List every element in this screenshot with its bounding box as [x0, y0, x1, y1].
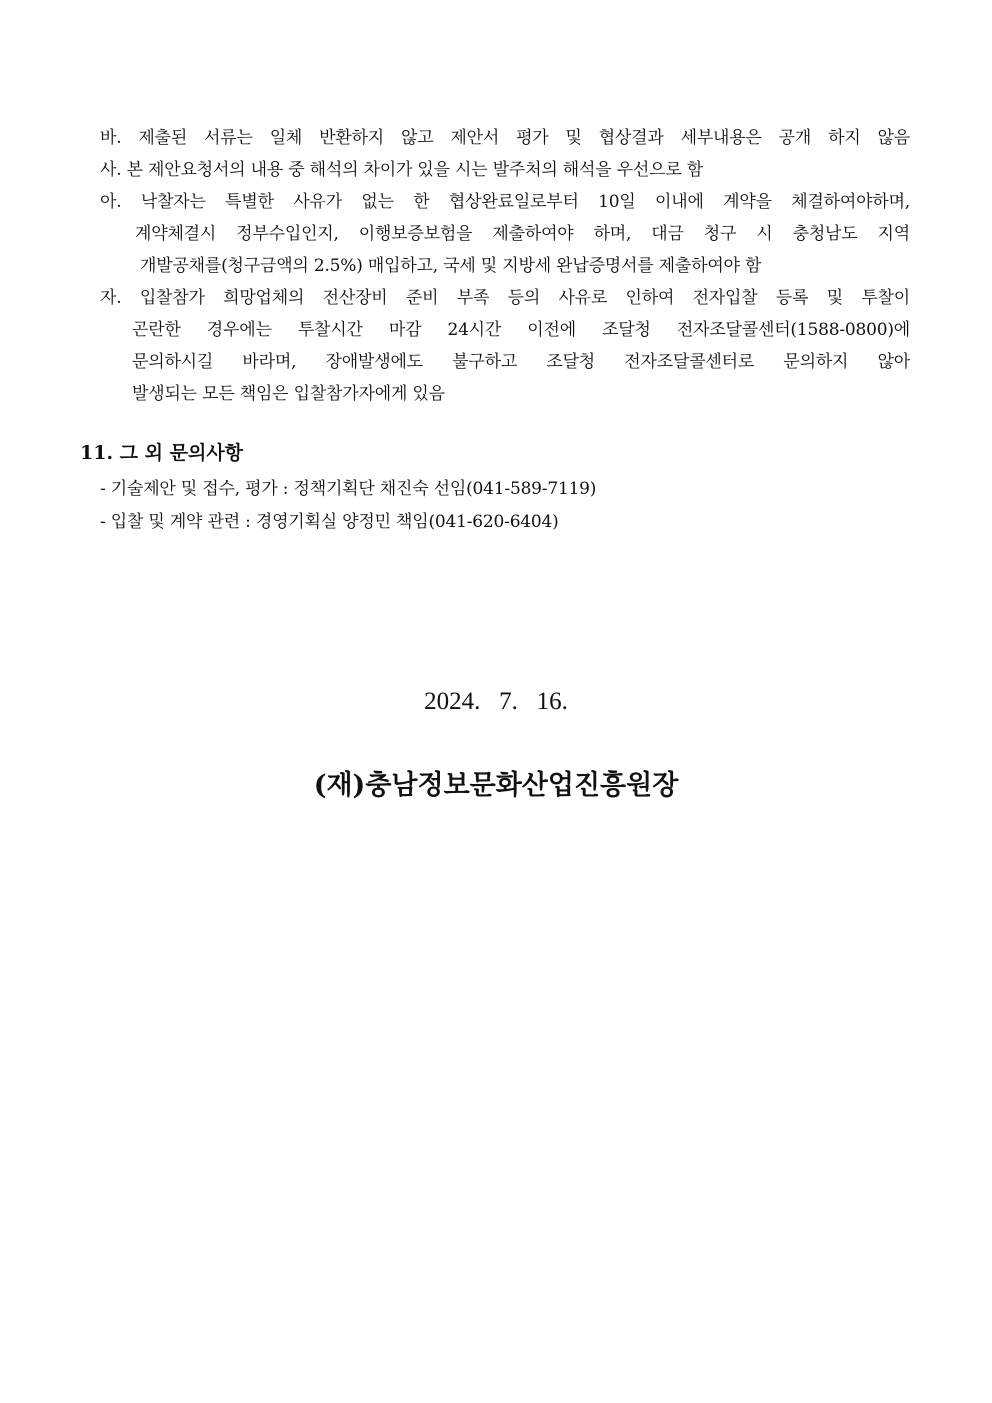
item-ja-line-3: 문의하시길 바라며, 장애발생에도 불구하고 조달청 전자조달콜센터로 문의하지 않아: [132, 352, 910, 372]
section-11-heading: 11. 그 외 문의사항: [80, 442, 244, 464]
item-a-line-1: 아. 낙찰자는 특별한 사유가 없는 한 협상완료일로부터 10일 이내에 계약을 체결하여야하며,: [100, 192, 910, 212]
item-a-line-2: 계약체결시 정부수입인지, 이행보증보험을 제출하여야 하며, 대금 청구 시 충청남도 지역: [135, 224, 910, 244]
item-ba-line-1: 바. 제출된 서류는 일체 반환하지 않고 제안서 평가 및 협상결과 세부내용은 공개 하지 않음: [100, 128, 910, 148]
document-date: 2024. 7. 16.: [424, 688, 568, 715]
issuer-signature: (재)충남정보문화산업진흥원장: [313, 770, 679, 801]
item-ja-line-2: 곤란한 경우에는 투찰시간 마감 24시간 이전에 조달청 전자조달콜센터(1588-0800)에: [132, 320, 910, 340]
contact-technical: - 기술제안 및 접수, 평가 : 정책기획단 채진숙 선임(041-589-7119): [100, 479, 597, 499]
item-ja-line-1: 자. 입찰참가 희망업체의 전산장비 준비 부족 등의 사유로 인하여 전자입찰 등록 및 투찰이: [100, 288, 910, 308]
item-sa-line-1: 사. 본 제안요청서의 내용 중 해석의 차이가 있을 시는 발주처의 해석을 우선으로 함: [100, 160, 703, 180]
contact-contract: - 입찰 및 계약 관련 : 경영기획실 양정민 책임(041-620-6404): [100, 512, 559, 532]
item-ja-line-4: 발생되는 모든 책임은 입찰참가자에게 있음: [132, 384, 445, 404]
item-a-line-3: 개발공채를(청구금액의 2.5%) 매입하고, 국세 및 지방세 완납증명서를 제출하여야 함: [140, 256, 762, 276]
